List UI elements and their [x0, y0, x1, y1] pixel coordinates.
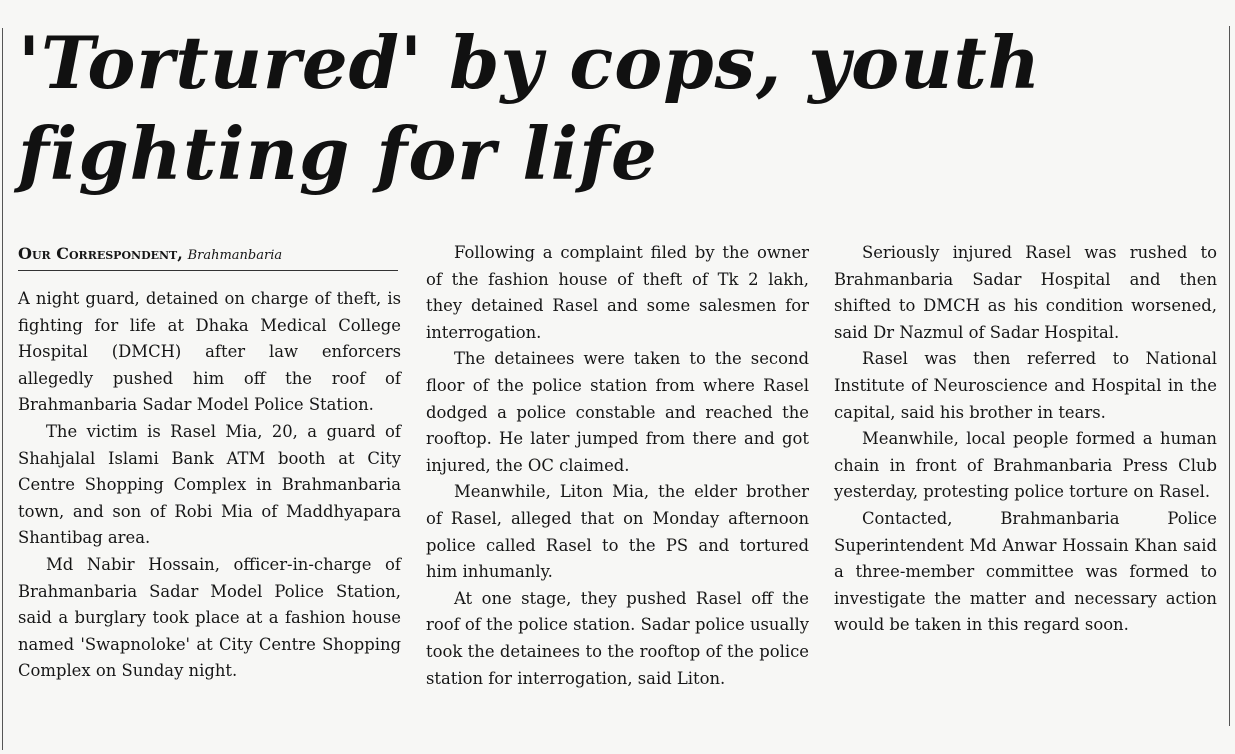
- paragraph: Contacted, Brahmanbaria Police Superintendent Md Anwar Hossain Khan said a three-member committee was formed to investigate the matter and necessary action would be taken in this regard soon.: [834, 508, 1217, 635]
- headline-line-2: fighting for life: [18, 110, 658, 196]
- article-column-2: [426, 240, 809, 692]
- paragraph: Meanwhile, Liton Mia, the elder brother of Rasel, alleged that on Monday afternoon police called Rasel to the PS and tortured him inhumanly.: [426, 482, 809, 582]
- article-column-1: [18, 286, 401, 685]
- paragraph: Following a complaint filed by the owner of the fashion house of theft of Tk 2 lakh, they detained Rasel and some salesmen for interrogation.: [426, 243, 809, 342]
- left-column-rule: [2, 28, 3, 750]
- paragraph: Meanwhile, local people formed a human chain in front of Brahmanbaria Press Club yesterday, protesting police torture on Rasel.: [834, 429, 1217, 502]
- paragraph: At one stage, they pushed Rasel off the roof of the police station. Sadar police usually took the detainees to the rooftop of the police station for interrogation, said Liton.: [426, 588, 809, 688]
- headline: [18, 18, 1218, 199]
- headline-line-1: 'Tortured' by cops, youth: [18, 20, 1042, 105]
- paragraph: Rasel was then referred to National Institute of Neuroscience and Hospital in the capital, said his brother in tears.: [834, 349, 1217, 422]
- byline-location: Brahmanbaria: [187, 248, 283, 263]
- paragraph: A night guard, detained on charge of theft, is fighting for life at Dhaka Medical College Hospital (DMCH) after law enforcers allegedly pushed him off the roof of Brahmanbaria Sadar Model Police Station.: [18, 289, 401, 415]
- paragraph: The victim is Rasel Mia, 20, a guard of Shahjalal Islami Bank ATM booth at City Centre Shopping Complex in Brahmanbaria town, and son of Robi Mia of Maddhyapara Shantibag area.: [18, 421, 401, 548]
- byline: [18, 244, 398, 271]
- paragraph: The detainees were taken to the second floor of the police station from where Rasel dodged a police constable and reached the rooftop. He later jumped from there and got injured, the OC claimed.: [426, 349, 809, 475]
- byline-correspondent: Our Correspondent,: [18, 244, 183, 263]
- article-column-3: [834, 240, 1217, 639]
- paragraph: Md Nabir Hossain, officer-in-charge of Brahmanbaria Sadar Model Police Station, said a burglary took place at a fashion house named 'Swapnoloke' at City Centre Shopping Complex on Sunday night.: [18, 554, 401, 681]
- right-column-rule: [1229, 26, 1230, 726]
- paragraph: Seriously injured Rasel was rushed to Brahmanbaria Sadar Hospital and then shifted to DMCH as his condition worsened, said Dr Nazmul of Sadar Hospital.: [834, 243, 1217, 342]
